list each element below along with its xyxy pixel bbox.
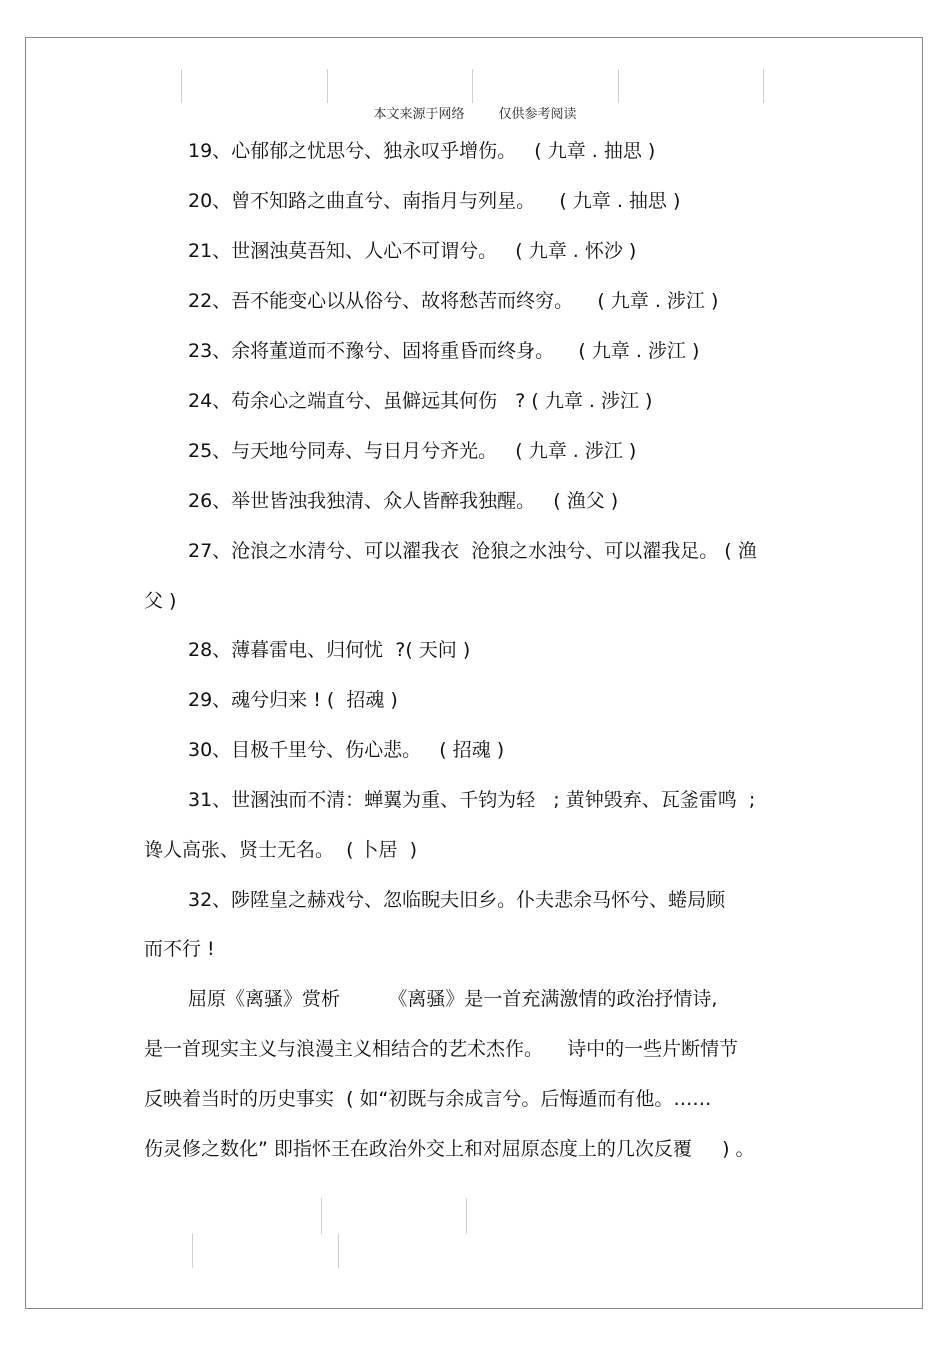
header-reference-note: 仅供参考阅读 — [498, 107, 577, 122]
page-header — [0, 103, 950, 122]
text-line: 28、薄暮雷电、归何忧 ?( 天问 ) — [188, 639, 471, 661]
text-line: 是一首现实主义与浪漫主义相结合的艺术杰作。 诗中的一些片断情节 — [144, 1038, 739, 1060]
text-line: 伤灵修之数化” 即指怀王在政治外交上和对屈原态度上的几次反覆 ) 。 — [144, 1138, 755, 1160]
text-line: 26、举世皆浊我独清、众人皆醉我独醒。 ( 渔父 ) — [188, 490, 619, 512]
footer-divider — [338, 1234, 339, 1268]
footer-divider — [192, 1234, 193, 1268]
text-line: 反映着当时的历史事实 ( 如“初既与余成言兮。后悔遁而有他。…… — [144, 1088, 712, 1110]
text-line: 24、苟余心之端直兮、虽僻远其何伤 ? ( 九章 . 涉江 ) — [188, 390, 653, 412]
text-line: 20、曾不知路之曲直兮、南指月与列星。 ( 九章 . 抽思 ) — [188, 190, 681, 212]
header-divider — [181, 69, 182, 103]
text-line: 29、魂兮归来 ! ( 招魂 ) — [188, 689, 398, 711]
text-line: 父 ) — [144, 590, 177, 612]
text-line: 27、沧浪之水清兮、可以濯我衣 沧狼之水浊兮、可以濯我足。 ( 渔 — [188, 540, 757, 562]
text-line: 25、与天地兮同寿、与日月兮齐光。 ( 九章 . 涉江 ) — [188, 440, 637, 462]
header-divider — [763, 69, 764, 103]
text-line: 21、世溷浊莫吾知、人心不可谓兮。 ( 九章 . 怀沙 ) — [188, 240, 637, 262]
text-line: 31、世溷浊而不清：蝉翼为重、千钧为轻 ; 黄钟毁弃、瓦釜雷鸣 ; — [188, 789, 756, 811]
text-line: 22、吾不能变心以从俗兮、故将愁苦而终穷。 ( 九章 . 涉江 ) — [188, 290, 719, 312]
header-divider — [618, 69, 619, 103]
text-line: 屈原《离骚》赏析 《离骚》是一首充满激情的政治抒情诗, — [188, 988, 718, 1010]
footer-divider — [321, 1198, 322, 1234]
header-divider — [327, 69, 328, 103]
text-line: 23、余将董道而不豫兮、固将重昏而终身。 ( 九章 . 涉江 ) — [188, 340, 700, 362]
header-source-note: 本文来源于网络 — [373, 107, 465, 122]
text-line: 19、心郁郁之忧思兮、独永叹乎增伤。 ( 九章 . 抽思 ) — [188, 140, 656, 162]
text-line: 而不行 ! — [144, 938, 215, 960]
footer-divider — [466, 1198, 467, 1234]
header-divider — [472, 69, 473, 103]
page-frame — [25, 37, 923, 1309]
text-line: 32、陟陞皇之赫戏兮、忽临睨夫旧乡。仆夫悲余马怀兮、蜷局顾 — [188, 889, 726, 911]
text-line: 30、目极千里兮、伤心悲。 ( 招魂 ) — [188, 739, 505, 761]
text-line: 谗人高张、贤士无名。 ( 卜居 ) — [144, 839, 418, 861]
